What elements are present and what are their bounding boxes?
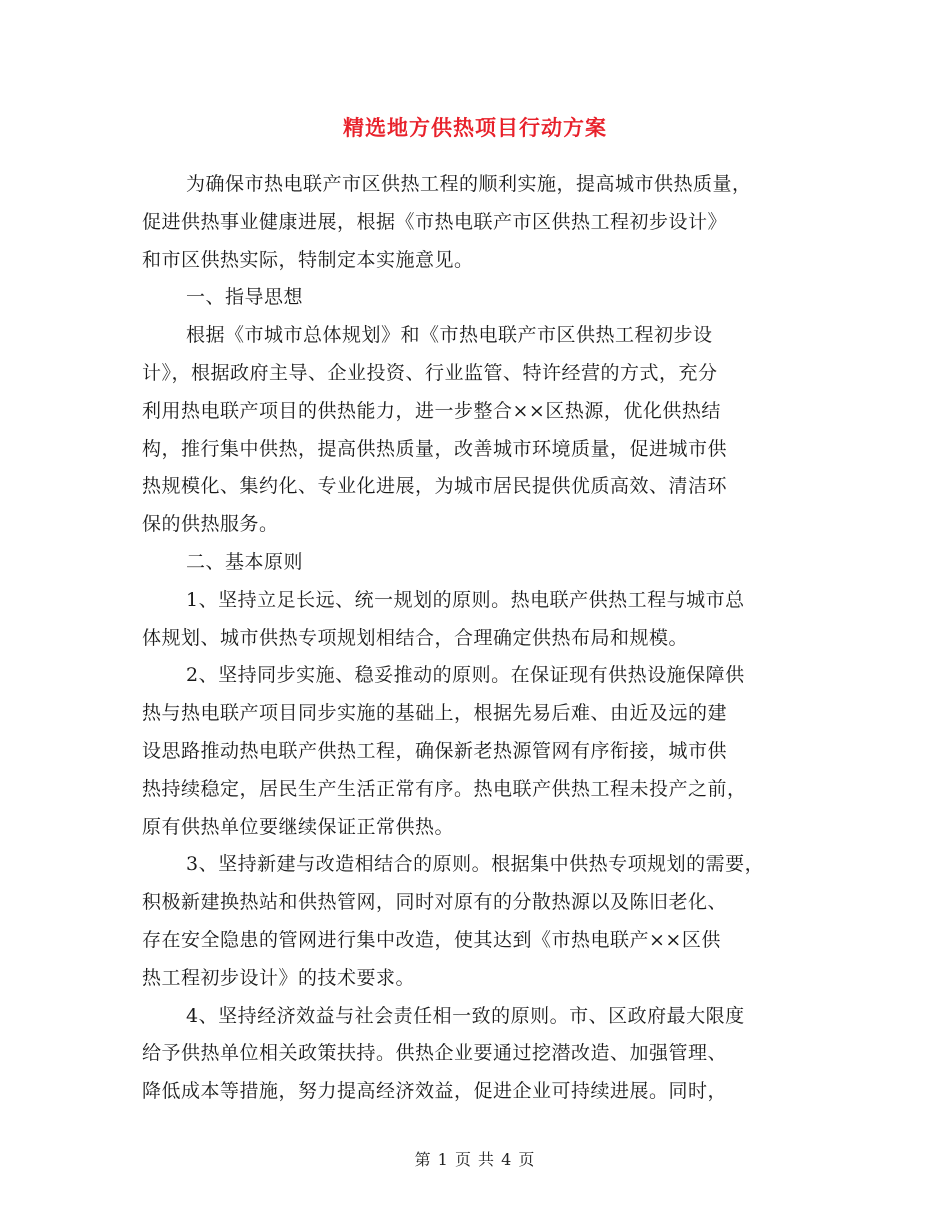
paragraph-line: 热工程初步设计》的技术要求。	[142, 966, 416, 989]
section-heading: 二、基本原则	[186, 550, 304, 573]
paragraph-line: 热与热电联产项目同步实施的基础上，根据先易后难、由近及远的建	[142, 702, 728, 725]
document-body	[142, 166, 812, 1111]
paragraph-line: 4、坚持经济效益与社会责任相一致的原则。市、区政府最大限度	[186, 1004, 745, 1027]
paragraph-line: 给予供热单位相关政策扶持。供热企业要通过挖潜改造、加强管理、	[142, 1042, 728, 1065]
paragraph-line: 热规模化、集约化、专业化进展，为城市居民提供优质高效、清洁环	[142, 475, 728, 498]
paragraph-line: 设思路推动热电联产供热工程，确保新老热源管网有序衔接，城市供	[142, 739, 728, 762]
paragraph-line: 积极新建换热站和供热管网，同时对原有的分散热源以及陈旧老化、	[142, 891, 728, 914]
paragraph-line: 2、坚持同步实施、稳妥推动的原则。在保证现有供热设施保障供	[186, 664, 745, 687]
paragraph-line: 计》，根据政府主导、企业投资、行业监管、特许经营的方式，充分	[142, 361, 718, 384]
section-heading: 一、指导思想	[186, 286, 304, 309]
paragraph-line: 热持续稳定，居民生产生活正常有序。热电联产供热工程未投产之前，	[142, 777, 747, 800]
paragraph-line: 为确保市热电联产市区供热工程的顺利实施，提高城市供热质量，	[186, 173, 752, 195]
paragraph-line: 体规划、城市供热专项规划相结合，合理确定供热布局和规模。	[142, 626, 689, 649]
paragraph-line: 促进供热事业健康进展，根据《市热电联产市区供热工程初步设计》	[142, 210, 728, 233]
paragraph-line: 降低成本等措施，努力提高经济效益，促进企业可持续进展。同时，	[142, 1080, 728, 1103]
paragraph-line: 利用热电联产项目的供热能力，进一步整合××区热源，优化供热结	[142, 399, 721, 422]
page-number-footer: 第 1 页 共 4 页	[414, 1150, 536, 1169]
paragraph-line: 和市区供热实际，特制定本实施意见。	[142, 248, 474, 271]
paragraph-line: 3、坚持新建与改造相结合的原则。根据集中供热专项规划的需要，	[186, 853, 765, 876]
paragraph-line: 构，推行集中供热，提高供热质量，改善城市环境质量，促进城市供	[142, 437, 728, 460]
paragraph-line: 根据《市城市总体规划》和《市热电联产市区供热工程初步设	[186, 324, 713, 347]
paragraph-line: 存在安全隐患的管网进行集中改造，使其达到《市热电联产××区供	[142, 928, 721, 951]
paragraph-line: 保的供热服务。	[142, 513, 279, 536]
paragraph-line: 原有供热单位要继续保证正常供热。	[142, 815, 455, 838]
document-title: 精选地方供热项目行动方案	[343, 115, 607, 140]
paragraph-line: 1、坚持立足长远、统一规划的原则。热电联产供热工程与城市总	[186, 588, 745, 611]
